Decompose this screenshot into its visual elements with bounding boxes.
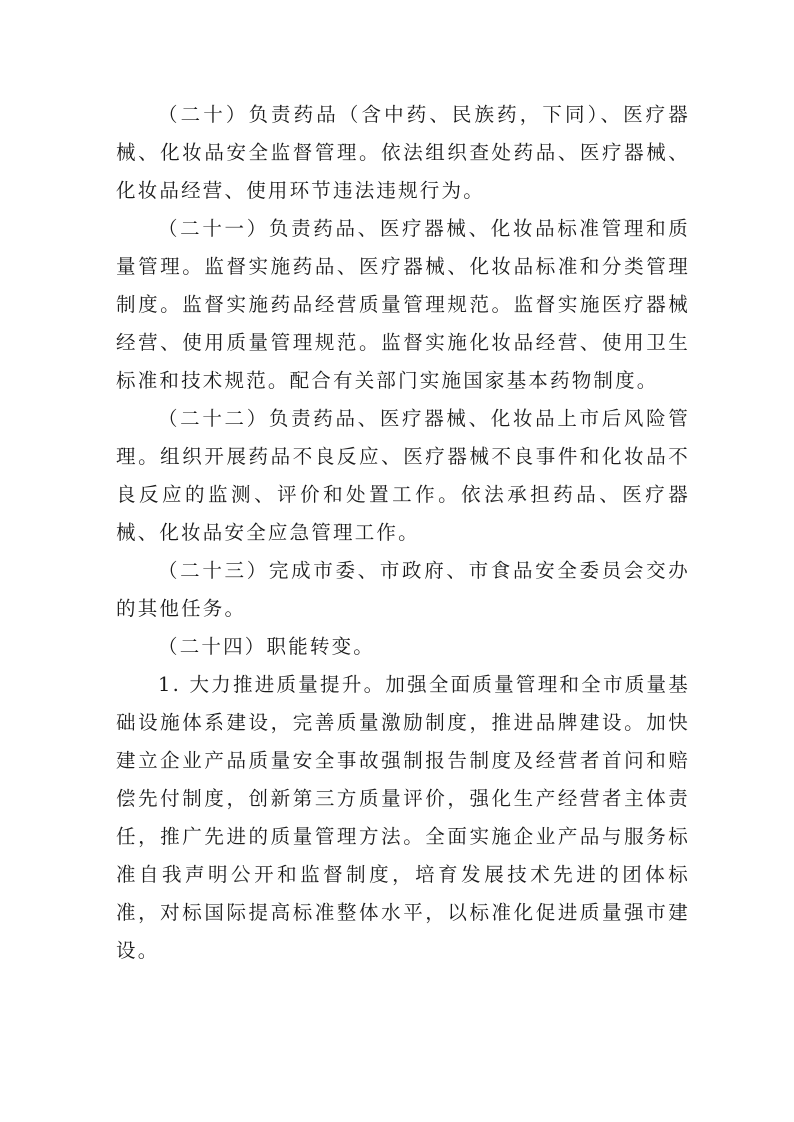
paragraph-item-23: （二十三）完成市委、市政府、市食品安全委员会交办的其他任务。: [116, 559, 690, 620]
paragraph-subitem-1: 1. 大力推进质量提升。加强全面质量管理和全市质量基础设施体系建设，完善质量激励制度，推进品牌建设。加快建立企业产品质量安全事故强制报告制度及经营者首问和赔偿先付制度，创新第三方质量评价，强化生产经营者主体责任，推广先进的质量管理方法。全面实施企业产品与服务标准自我声明公开和监督制度，培育发展技术先进的团体标准，对标国际提高标准整体水平，以标准化促进质量强市建设。: [116, 673, 690, 962]
body-text: [116, 96, 690, 970]
paragraph-item-21: （二十一）负责药品、医疗器械、化妆品标准管理和质量管理。监督实施药品、医疗器械、化妆品标准和分类管理制度。监督实施药品经营质量管理规范。监督实施医疗器械经营、使用质量管理规范。监督实施化妆品经营、使用卫生标准和技术规范。配合有关部门实施国家基本药物制度。: [116, 217, 690, 392]
paragraph-item-20: （二十）负责药品（含中药、民族药，下同）、医疗器械、化妆品安全监督管理。依法组织查处药品、医疗器械、化妆品经营、使用环节违法违规行为。: [116, 103, 690, 202]
paragraph-item-22: （二十二）负责药品、医疗器械、化妆品上市后风险管理。组织开展药品不良反应、医疗器械不良事件和化妆品不良反应的监测、评价和处置工作。依法承担药品、医疗器械、化妆品安全应急管理工作。: [116, 407, 690, 544]
paragraph-item-24: （二十四）职能转变。: [158, 635, 376, 658]
